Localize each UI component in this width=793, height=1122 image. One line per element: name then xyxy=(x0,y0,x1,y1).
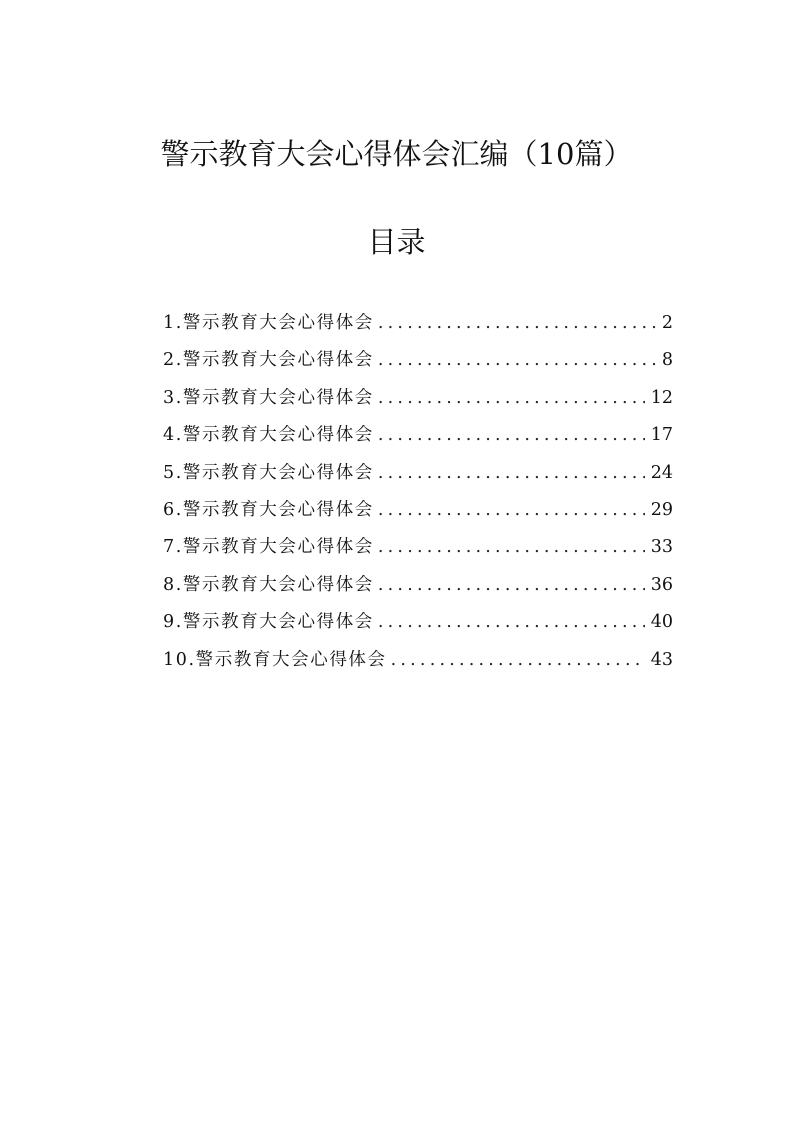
toc-dot-leader xyxy=(391,642,645,679)
toc-heading: 目录 xyxy=(367,225,426,259)
toc-entry[interactable] xyxy=(163,604,673,641)
toc-entry[interactable] xyxy=(163,305,673,342)
toc-dot-leader xyxy=(378,604,645,641)
toc-entry-label: 10.警示教育大会心得体会 xyxy=(163,649,387,670)
toc-entry[interactable] xyxy=(163,417,673,454)
table-of-contents xyxy=(163,305,673,679)
toc-entry-label: 6.警示教育大会心得体会 xyxy=(163,499,374,520)
toc-dot-leader xyxy=(378,567,645,604)
toc-page-number: 33 xyxy=(650,537,673,558)
toc-page-number: 36 xyxy=(650,574,673,595)
document-title: 警示教育大会心得体会汇编（10篇） xyxy=(160,137,633,171)
toc-dot-leader xyxy=(378,417,645,454)
toc-entry-label: 2.警示教育大会心得体会 xyxy=(163,350,374,371)
toc-entry[interactable] xyxy=(163,492,673,529)
toc-page-number: 8 xyxy=(661,350,673,371)
toc-entry[interactable] xyxy=(163,529,673,566)
toc-page-number: 2 xyxy=(661,313,673,333)
toc-dot-leader xyxy=(378,305,656,342)
toc-page-number: 43 xyxy=(650,649,673,670)
toc-page-number: 12 xyxy=(650,387,673,408)
toc-entry[interactable] xyxy=(163,567,673,604)
toc-dot-leader xyxy=(378,380,645,417)
toc-entry-label: 7.警示教育大会心得体会 xyxy=(163,537,374,558)
toc-dot-leader xyxy=(378,492,645,529)
toc-page-number: 24 xyxy=(650,462,673,483)
toc-entry[interactable] xyxy=(163,455,673,492)
toc-entry-label: 4.警示教育大会心得体会 xyxy=(163,425,374,446)
toc-dot-leader xyxy=(378,455,645,492)
toc-entry[interactable] xyxy=(163,642,673,679)
toc-entry-label: 5.警示教育大会心得体会 xyxy=(163,462,374,483)
toc-dot-leader xyxy=(378,529,645,566)
toc-dot-leader xyxy=(378,342,656,379)
toc-entry-label: 9.警示教育大会心得体会 xyxy=(163,612,374,633)
toc-entry[interactable] xyxy=(163,342,673,379)
toc-page-number: 29 xyxy=(650,499,673,520)
toc-entry-label: 3.警示教育大会心得体会 xyxy=(163,387,374,408)
toc-entry-label: 8.警示教育大会心得体会 xyxy=(163,574,374,595)
toc-page-number: 40 xyxy=(650,612,673,633)
toc-page-number: 17 xyxy=(650,425,673,446)
toc-entry[interactable] xyxy=(163,380,673,417)
toc-entry-label: 1.警示教育大会心得体会 xyxy=(163,313,374,333)
